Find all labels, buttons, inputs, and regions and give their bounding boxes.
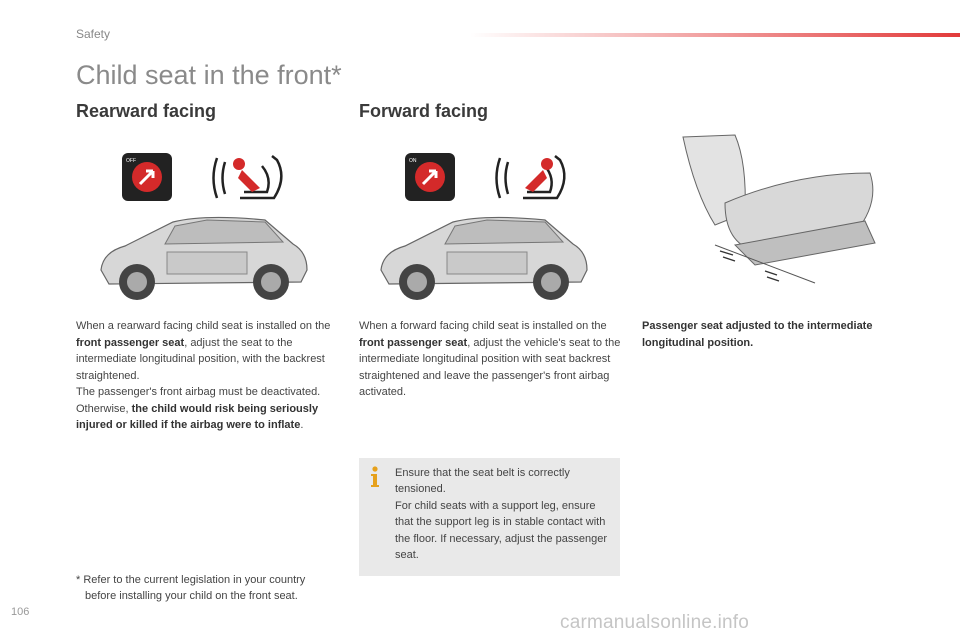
section-label: Safety	[76, 27, 111, 41]
rearward-description: When a rearward facing child seat is installed on the front passenger seat, adjust the seat to the intermediate longitudinal position, with the backrest straightened. The passenger's front airbag must be deactivated. Otherwise, the child would risk being seriously injured or killed if the airbag were to inflate.	[76, 320, 331, 431]
passenger-seat-illustration	[675, 133, 885, 293]
rearward-heading: Rearward facing	[76, 101, 217, 121]
airbag-on-panel-icon	[405, 153, 455, 201]
header-accent-bar	[470, 33, 960, 37]
forward-heading: Forward facing	[359, 101, 489, 121]
info-text: Ensure that the seat belt is correctly tensioned. For child seats with a support leg, ensure that the support leg is in stable contact with the floor. If necessary, adjust the passenger seat.	[395, 467, 607, 562]
airbag-state-text: ON	[409, 158, 417, 164]
page-title: Child seat in the front*	[76, 60, 342, 90]
watermark: carmanualsonline.info	[560, 612, 750, 633]
rearward-car-illustration	[95, 212, 315, 304]
forward-airbag-illustration	[405, 148, 585, 208]
airbag-off-panel-icon	[122, 153, 172, 201]
forward-car-illustration	[375, 212, 595, 304]
footnote: * Refer to the current legislation in your country before installing your child on the front seat.	[76, 574, 306, 602]
page-number: 106	[11, 606, 30, 618]
forward-child-figure-icon	[525, 158, 553, 192]
seat-caption: Passenger seat adjusted to the intermediate longitudinal position.	[642, 320, 873, 349]
rearward-child-figure-icon	[233, 158, 260, 192]
forward-description: When a forward facing child seat is installed on the front passenger seat, adjust the vehicle's seat to the intermediate longitudinal position with seat backrest straightened and leave the passenger's front airbag activated.	[359, 320, 621, 398]
rearward-airbag-illustration	[122, 148, 302, 208]
airbag-state-text: OFF	[126, 158, 136, 164]
forward-child-seat-icon	[497, 156, 565, 198]
info-icon	[368, 466, 382, 488]
